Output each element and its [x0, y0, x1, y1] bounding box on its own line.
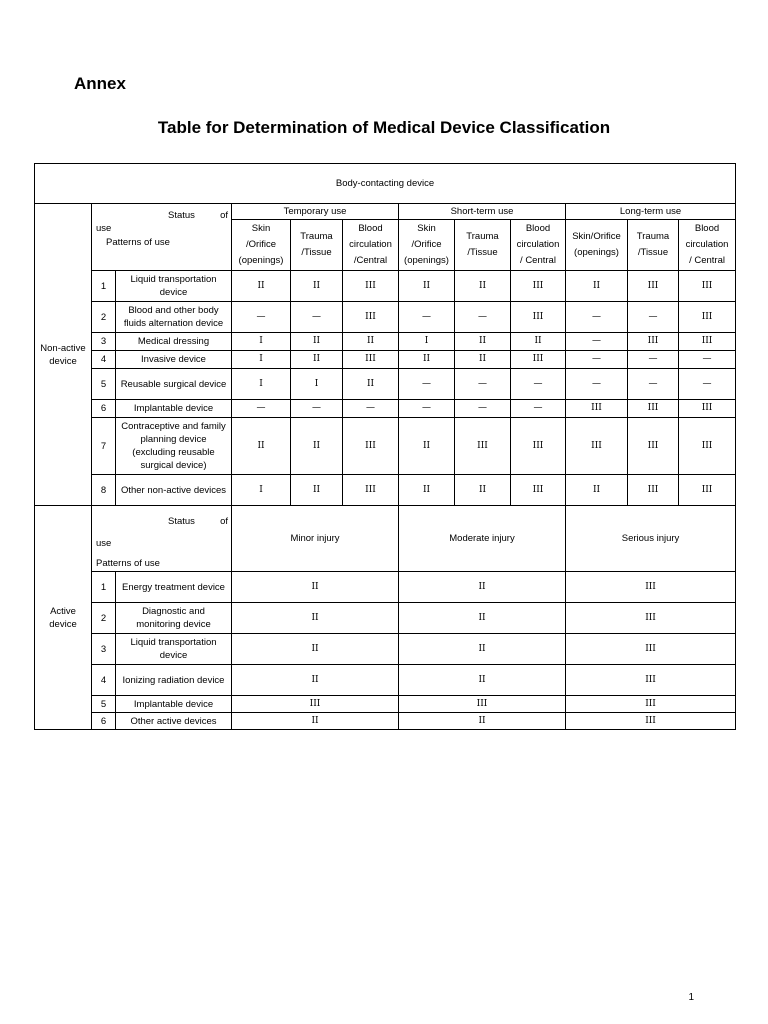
class-value: I	[232, 475, 291, 506]
class-value: II	[232, 271, 291, 302]
class-value: —	[511, 369, 566, 400]
subcolumn-header-line: Blood	[694, 223, 720, 234]
table-row	[35, 418, 736, 475]
class-value: III	[511, 271, 566, 302]
row-number: 7	[92, 418, 116, 475]
class-value: III	[511, 302, 566, 333]
device-type: Other non-active devices	[116, 475, 232, 506]
body-contacting-header: Body-contacting device	[35, 164, 736, 204]
device-type: Invasive device	[116, 351, 232, 369]
class-value: III	[343, 475, 399, 506]
table-row	[35, 696, 736, 713]
class-value: II	[399, 634, 566, 665]
table-row	[35, 351, 736, 369]
injury-level-header: Minor injury	[232, 506, 399, 572]
class-value: —	[455, 369, 511, 400]
class-value: II	[399, 271, 455, 302]
class-value: III	[232, 696, 399, 713]
class-value: —	[232, 400, 291, 418]
row-number: 2	[92, 302, 116, 333]
class-value: III	[628, 475, 679, 506]
subcolumn-header-line: (openings)	[404, 255, 449, 266]
row-number: 4	[92, 351, 116, 369]
device-type: Other active devices	[116, 713, 232, 730]
subcolumn-header-line: Skin/Orifice	[572, 231, 621, 242]
subcolumn-header-line: circulation	[516, 239, 560, 250]
class-value: III	[566, 665, 736, 696]
class-value: III	[343, 302, 399, 333]
class-value: II	[291, 333, 343, 351]
device-type: Diagnostic and monitoring device	[116, 603, 232, 634]
subcolumn-header	[566, 220, 628, 271]
subcolumn-header	[343, 220, 399, 271]
class-value: III	[679, 418, 736, 475]
use-label: use	[96, 537, 112, 549]
class-value: I	[232, 369, 291, 400]
class-value: II	[455, 351, 511, 369]
class-value: II	[399, 351, 455, 369]
class-value: —	[291, 302, 343, 333]
class-value: —	[232, 302, 291, 333]
injury-level-header: Serious injury	[566, 506, 736, 572]
class-value: III	[511, 351, 566, 369]
class-value: —	[679, 351, 736, 369]
class-value: II	[232, 665, 399, 696]
class-value: III	[343, 351, 399, 369]
class-value: II	[455, 475, 511, 506]
subcolumn-header-line: Trauma	[636, 231, 670, 242]
subcolumn-header-line: /Tissue	[637, 247, 669, 258]
table-row	[35, 302, 736, 333]
device-type: Implantable device	[116, 400, 232, 418]
table-row	[35, 475, 736, 506]
row-number: 8	[92, 475, 116, 506]
class-value: II	[232, 418, 291, 475]
table-row	[35, 333, 736, 351]
row-number: 6	[92, 400, 116, 418]
class-value: II	[291, 418, 343, 475]
injury-level-header: Moderate injury	[399, 506, 566, 572]
row-number: 3	[92, 634, 116, 665]
subcolumn-header	[291, 220, 343, 271]
row-number: 1	[92, 271, 116, 302]
table-row	[35, 713, 736, 730]
subcolumn-header-line: /Central	[353, 255, 388, 266]
subcolumn-header-line: /Orifice	[411, 239, 442, 250]
device-type: Liquid transportation device	[116, 634, 232, 665]
status-patterns-header	[92, 204, 232, 271]
row-number: 4	[92, 665, 116, 696]
subcolumn-header-line: Trauma	[466, 231, 499, 242]
class-value: II	[343, 333, 399, 351]
class-value: II	[232, 603, 399, 634]
class-value: —	[566, 369, 628, 400]
device-type: Implantable device	[116, 696, 232, 713]
subcolumn-header-line: /Tissue	[301, 247, 332, 258]
class-value: I	[399, 333, 455, 351]
table-row	[35, 400, 736, 418]
class-value: III	[566, 603, 736, 634]
subcolumn-header-line: Trauma	[300, 231, 333, 242]
subcolumn-header	[628, 220, 679, 271]
row-number: 2	[92, 603, 116, 634]
class-value: II	[455, 271, 511, 302]
class-value: —	[566, 351, 628, 369]
row-number: 3	[92, 333, 116, 351]
class-value: —	[566, 333, 628, 351]
status-of-use-label: Status	[168, 210, 195, 221]
class-value: —	[628, 351, 679, 369]
class-value: III	[566, 400, 628, 418]
class-value: II	[291, 475, 343, 506]
table-row	[35, 506, 736, 572]
group-header: Short-term use	[399, 204, 566, 220]
table-row	[35, 572, 736, 603]
subcolumn-header	[455, 220, 511, 271]
device-type: Reusable surgical device	[116, 369, 232, 400]
page-title: Table for Determination of Medical Device Classification	[157, 118, 611, 137]
class-value: II	[399, 572, 566, 603]
class-value: I	[232, 333, 291, 351]
subcolumn-header-line: / Central	[520, 255, 556, 266]
class-value: —	[679, 369, 736, 400]
device-type: Ionizing radiation device	[116, 665, 232, 696]
table-row	[35, 271, 736, 302]
group-header: Temporary use	[232, 204, 399, 220]
subcolumn-header-line: Blood	[358, 223, 383, 234]
row-number: 5	[92, 369, 116, 400]
device-type: Blood and other body fluids alternation device	[116, 302, 232, 333]
class-value: II	[291, 271, 343, 302]
patterns-of-use-label: Patterns of use	[106, 237, 170, 248]
class-value: II	[399, 665, 566, 696]
of-label: of	[220, 515, 228, 527]
class-value: III	[679, 400, 736, 418]
annex-heading: Annex	[74, 74, 126, 93]
subcolumn-header	[511, 220, 566, 271]
class-value: II	[232, 572, 399, 603]
class-value: III	[511, 418, 566, 475]
class-value: III	[679, 302, 736, 333]
class-value: III	[679, 475, 736, 506]
subcolumn-header-line: Skin	[417, 223, 436, 234]
subcolumn-header-line: / Central	[689, 255, 725, 266]
page-number: 1	[688, 992, 694, 1003]
non-active-device-label: Non-active device	[35, 204, 92, 506]
table-row	[35, 164, 736, 204]
subcolumn-header-line: (openings)	[238, 255, 284, 266]
class-value: III	[628, 418, 679, 475]
subcolumn-header-line: circulation	[349, 239, 392, 250]
class-value: III	[679, 333, 736, 351]
row-number: 5	[92, 696, 116, 713]
subcolumn-header-line: (openings)	[574, 247, 619, 258]
class-value: III	[566, 696, 736, 713]
subcolumn-header-line: circulation	[685, 239, 729, 250]
status-of-use-label: Status	[168, 515, 195, 527]
class-value: III	[628, 400, 679, 418]
class-value: II	[232, 713, 399, 730]
table-row	[35, 603, 736, 634]
class-value: II	[291, 351, 343, 369]
class-value: II	[566, 475, 628, 506]
class-value: III	[566, 418, 628, 475]
class-value: III	[566, 713, 736, 730]
subcolumn-header	[232, 220, 291, 271]
subcolumn-header-line: Blood	[525, 223, 551, 234]
class-value: II	[399, 713, 566, 730]
class-value: II	[566, 271, 628, 302]
class-value: —	[455, 400, 511, 418]
subcolumn-header	[399, 220, 455, 271]
class-value: III	[511, 475, 566, 506]
subcolumn-header-line: /Orifice	[245, 239, 277, 250]
class-value: —	[291, 400, 343, 418]
class-value: II	[511, 333, 566, 351]
class-value: III	[566, 634, 736, 665]
subcolumn-header-line: /Tissue	[467, 247, 498, 258]
class-value: III	[455, 418, 511, 475]
class-value: —	[455, 302, 511, 333]
class-value: II	[399, 418, 455, 475]
class-value: —	[566, 302, 628, 333]
table-row	[35, 204, 736, 220]
class-value: III	[628, 333, 679, 351]
device-type: Energy treatment device	[116, 572, 232, 603]
class-value: —	[399, 400, 455, 418]
table-row	[35, 665, 736, 696]
class-value: —	[628, 302, 679, 333]
active-device-label: Active device	[35, 506, 92, 730]
class-value: II	[232, 634, 399, 665]
class-value: —	[511, 400, 566, 418]
row-number: 6	[92, 713, 116, 730]
class-value: III	[343, 418, 399, 475]
device-type: Contraceptive and family planning device (excluding reusable surgical device)	[116, 418, 232, 475]
group-header: Long-term use	[566, 204, 736, 220]
class-value: II	[455, 333, 511, 351]
class-value: III	[399, 696, 566, 713]
class-value: I	[232, 351, 291, 369]
of-label: of	[220, 210, 228, 221]
table-row	[35, 369, 736, 400]
use-label: use	[96, 223, 112, 234]
class-value: III	[628, 271, 679, 302]
status-patterns-header	[92, 506, 232, 572]
class-value: III	[343, 271, 399, 302]
subcolumn-header-line: Skin	[251, 223, 271, 234]
subcolumn-header	[679, 220, 736, 271]
class-value: II	[399, 603, 566, 634]
patterns-of-use-label: Patterns of use	[96, 557, 160, 569]
device-type: Liquid transportation device	[116, 271, 232, 302]
class-value: III	[566, 572, 736, 603]
class-value: I	[291, 369, 343, 400]
class-value: —	[399, 302, 455, 333]
class-value: —	[399, 369, 455, 400]
class-value: II	[399, 475, 455, 506]
class-value: —	[343, 400, 399, 418]
table-row	[35, 634, 736, 665]
class-value: III	[679, 271, 736, 302]
classification-table	[34, 163, 736, 730]
row-number: 1	[92, 572, 116, 603]
class-value: II	[343, 369, 399, 400]
class-value: —	[628, 369, 679, 400]
device-type: Medical dressing	[116, 333, 232, 351]
